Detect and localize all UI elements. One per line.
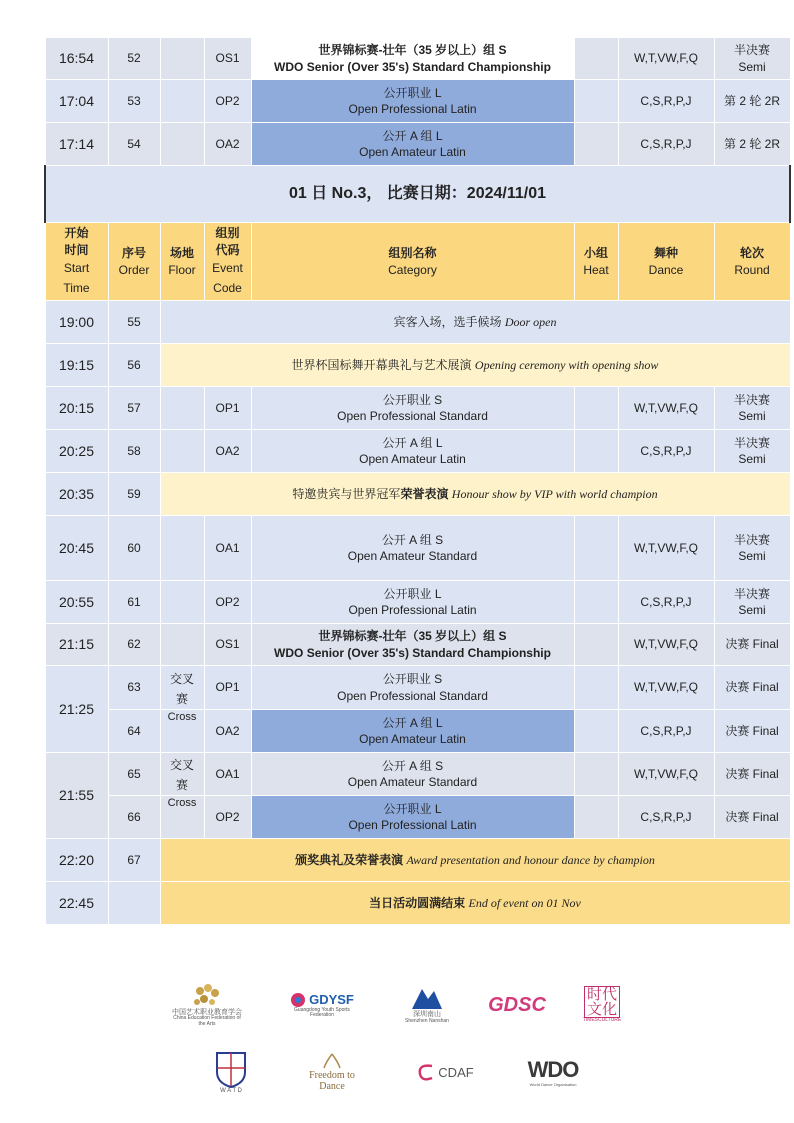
freedom-to-dance-logo [297,1052,367,1092]
event-cell [160,839,790,882]
round-cell [714,387,790,430]
event-cell [160,344,790,387]
category-en: Open Professional Latin [348,102,477,116]
round-cell [714,38,790,80]
order-number: 62 [108,624,160,666]
header-row [45,223,790,301]
category-cell [251,796,574,839]
timesculture-logo [582,986,622,1024]
event-code: OA1 [204,753,251,796]
dance-cell: C,S,R,P,J [618,123,714,166]
round-en: Semi [738,452,766,466]
start-time: 22:45 [45,882,108,925]
start-time: 21:25 [45,666,108,753]
heat-cell [574,710,618,753]
heat-cell [574,624,618,666]
category-cell [251,710,574,753]
category-cell [251,666,574,710]
order-number: 53 [108,80,160,123]
event-code: OA2 [204,430,251,473]
event-cell [160,473,790,516]
event-en: Opening ceremony with opening show [474,357,659,372]
event-code: OP1 [204,387,251,430]
heat-cell [574,80,618,123]
header-dance [618,223,714,301]
event-en: Award presentation and honour dance by champion [406,852,655,867]
swirl-icon [416,1062,436,1082]
order-number [108,882,160,925]
event-en: End of event on 01 Nov [468,895,581,910]
round-en: Semi [738,59,766,74]
category-cell [251,387,574,430]
header-zh: 轮次 [739,246,764,261]
event-en: Door open [504,314,557,329]
order-number: 66 [108,796,160,839]
order-number: 57 [108,387,160,430]
category-cell [251,80,574,123]
floor-cell [160,387,204,430]
category-en: Open Professional Standard [337,688,488,703]
event-code: OP2 [204,80,251,123]
event-code: OP2 [204,796,251,839]
floor-cell [160,38,204,80]
start-time: 16:54 [45,38,108,80]
header-floor [160,223,204,301]
start-time: 17:04 [45,80,108,123]
category-zh: 公开职业 L [383,801,442,816]
logo-sub: Guangdong Youth Sports Federation [294,1006,350,1018]
table-row [45,387,790,430]
category-en: Open Amateur Latin [359,145,466,159]
round-cell: 第 2 轮 2R [714,80,790,123]
dance-cell: C,S,R,P,J [618,581,714,624]
dance-cell: W,T,VW,F,Q [618,624,714,666]
logo-label: 时代文化 [584,986,620,1018]
category-zh: 公开职业 L [383,85,442,100]
flower-icon [190,983,224,1009]
round-cell [714,430,790,473]
round-cell [714,516,790,581]
round-zh: 半决赛 [733,392,770,407]
dance-cell: C,S,R,P,J [618,710,714,753]
dancer-icon [322,1052,342,1070]
dance-cell: W,T,VW,F,Q [618,38,714,80]
round-zh: 半决赛 [733,586,770,601]
header-event-code [204,223,251,301]
header-zh: 序号 [121,246,146,261]
header-en: Order [118,262,150,277]
round-en: Semi [738,549,766,563]
header-zh: 舞种 [653,246,678,261]
start-time: 19:00 [45,301,108,344]
heat-cell [574,123,618,166]
header-en: Start Time [63,260,90,295]
event-code: OA2 [204,123,251,166]
table-row [45,80,790,123]
category-cell [251,38,574,80]
event-en: Honour show by VIP with world champion [451,486,658,501]
order-number: 65 [108,753,160,796]
gdsc-logo [488,993,546,1017]
category-cell [251,123,574,166]
floor-cell [160,123,204,166]
round-cell: 决赛 Final [714,753,790,796]
dance-cell: W,T,VW,F,Q [618,387,714,430]
category-cell [251,581,574,624]
logo-sub: TIMESCULTURE [582,1017,622,1024]
category-zh: 世界锦标赛-壮年（35 岁以上）组 S [318,629,507,644]
round-en: Semi [738,603,766,617]
dance-cell: W,T,VW,F,Q [618,753,714,796]
category-en: Open Professional Latin [348,603,477,617]
dance-cell: W,T,VW,F,Q [618,516,714,581]
round-zh: 半决赛 [733,532,770,547]
logo-label: WDO [527,1056,579,1082]
dance-cell: C,S,R,P,J [618,430,714,473]
table-row [45,624,790,666]
floor-cell [160,796,204,839]
header-order [108,223,160,301]
floor-zh: 交叉赛 [170,758,195,792]
category-cell [251,624,574,666]
round-cell: 第 2 轮 2R [714,123,790,166]
start-time: 20:45 [45,516,108,581]
start-time: 19:15 [45,344,108,387]
dance-cell: W,T,VW,F,Q [618,666,714,710]
start-time: 21:15 [45,624,108,666]
heat-cell [574,387,618,430]
logo-label: CDAF [438,1064,474,1080]
mountain-icon [410,985,444,1011]
start-time: 17:14 [45,123,108,166]
start-time: 20:35 [45,473,108,516]
order-number: 54 [108,123,160,166]
sponsor-logos-row-1 [0,980,794,1030]
nanshan-logo [402,985,452,1024]
floor-cell [160,753,204,796]
category-en: Open Professional Standard [337,409,488,423]
floor-cell [160,710,204,753]
category-cell [251,430,574,473]
header-en: Round [734,262,770,277]
order-number: 52 [108,38,160,80]
star-icon [290,992,306,1008]
watd-logo [211,1050,251,1095]
floor-cell [160,516,204,581]
floor-cell [160,80,204,123]
schedule-table [44,37,791,925]
event-code: OS1 [204,624,251,666]
header-heat [574,223,618,301]
event-zh: 当日活动圆满结束 [369,895,466,910]
category-zh: 公开职业 S [382,392,443,407]
order-number: 59 [108,473,160,516]
start-time: 21:55 [45,753,108,839]
header-zh: 组别代码 [215,226,240,257]
logo-label: GDSC [488,993,546,1016]
header-en: Heat [583,262,609,277]
event-code: OA1 [204,516,251,581]
start-time: 22:20 [45,839,108,882]
event-code: OP2 [204,581,251,624]
order-number: 67 [108,839,160,882]
dance-cell: C,S,R,P,J [618,80,714,123]
table-row [45,753,790,796]
round-cell: 决赛 Final [714,666,790,710]
order-number: 56 [108,344,160,387]
table-row [45,882,790,925]
floor-cell [160,624,204,666]
category-en: Open Amateur Latin [359,452,466,466]
heat-cell [574,430,618,473]
section-title: 01 日 No.3， 比赛日期：2024/11/01 [45,166,790,223]
round-cell [714,581,790,624]
table-row [45,430,790,473]
table-row [45,796,790,839]
floor-en: Cross [167,711,197,723]
floor-cell [160,581,204,624]
category-en: Open Amateur Standard [347,775,478,789]
order-number: 55 [108,301,160,344]
logo-label: 深圳南山 [413,1011,441,1019]
category-zh: 公开 A 组 S [381,758,444,773]
category-zh: 公开 A 组 L [382,128,443,143]
heat-cell [574,666,618,710]
header-start-time [45,223,108,301]
wdo-logo [523,1057,583,1087]
table-row [45,581,790,624]
category-en: Open Amateur Standard [347,549,478,563]
category-zh: 公开职业 L [383,586,442,601]
table-row [45,473,790,516]
category-en: WDO Senior (Over 35's) Standard Championship [274,59,551,74]
order-number: 60 [108,516,160,581]
start-time: 20:55 [45,581,108,624]
floor-zh: 交叉赛 [170,672,195,706]
table-row [45,123,790,166]
table-row [45,666,790,710]
logo-sub: Shenzhen Nanshan [405,1018,449,1025]
order-number: 64 [108,710,160,753]
gdysf-logo [282,992,362,1019]
heat-cell [574,516,618,581]
category-cell [251,516,574,581]
logo-label: Freedom to Dance [309,1070,355,1092]
event-zh: 特邀贵宾与世界冠军 [292,486,401,501]
category-zh: 公开职业 S [382,672,443,687]
header-en: Floor [168,262,196,277]
section-title-row [45,166,790,223]
floor-cell [160,666,204,710]
order-number: 63 [108,666,160,710]
table-row [45,38,790,80]
category-en: Open Professional Latin [348,818,477,832]
cdaf-logo [413,1062,477,1082]
category-zh: 公开 A 组 L [382,435,443,450]
header-en: Category [388,262,437,277]
event-zh: 颁奖典礼及荣誉表演 [295,852,404,867]
shield-icon [214,1050,248,1088]
sponsor-logos-row-2 [0,1050,794,1094]
category-zh: 世界锦标赛-壮年（35 岁以上）组 S [318,43,507,58]
event-zh: 宾客入场，选手候场 [393,314,502,329]
floor-en: Cross [167,797,197,809]
table-row [45,301,790,344]
header-category [251,223,574,301]
table-row [45,344,790,387]
table-row [45,839,790,882]
logo-sub: China Education Federation of the Arts [173,1015,241,1027]
round-cell: 决赛 Final [714,796,790,839]
event-code: OS1 [204,38,251,80]
logo-label: 中国艺术职业教育学会 [172,1008,242,1016]
round-en: Semi [738,409,766,423]
round-zh: 半决赛 [733,435,770,450]
header-round [714,223,790,301]
category-en: Open Amateur Latin [359,732,466,746]
header-en: Dance [648,262,684,277]
header-zh: 开始时间 [64,226,89,257]
event-zh-bold: 荣誉表演 [400,486,449,501]
category-en: WDO Senior (Over 35's) Standard Championship [274,645,551,660]
heat-cell [574,753,618,796]
event-cell [160,301,790,344]
table-row [45,516,790,581]
start-time: 20:15 [45,387,108,430]
order-number: 61 [108,581,160,624]
logo-sub: World Dance Organisation [529,1081,577,1087]
header-en: Event Code [212,260,243,295]
header-zh: 组别名称 [388,246,437,261]
category-zh: 公开 A 组 L [382,715,443,730]
header-zh: 小组 [583,246,608,261]
round-cell: 决赛 Final [714,710,790,753]
event-zh: 世界杯国标舞开幕典礼与艺术展演 [291,357,472,372]
logo-label: W A T D [220,1087,242,1094]
logo-label: GDYSF [309,992,354,1007]
heat-cell [574,796,618,839]
table-row [45,710,790,753]
category-cell [251,753,574,796]
dance-cell: C,S,R,P,J [618,796,714,839]
category-zh: 公开 A 组 S [381,532,444,547]
event-code: OP1 [204,666,251,710]
start-time: 20:25 [45,430,108,473]
header-zh: 场地 [169,246,194,261]
cefa-logo [172,983,242,1028]
round-cell: 决赛 Final [714,624,790,666]
order-number: 58 [108,430,160,473]
round-zh: 半决赛 [733,43,770,58]
event-cell [160,882,790,925]
event-code: OA2 [204,710,251,753]
heat-cell [574,581,618,624]
floor-cell [160,430,204,473]
heat-cell [574,38,618,80]
